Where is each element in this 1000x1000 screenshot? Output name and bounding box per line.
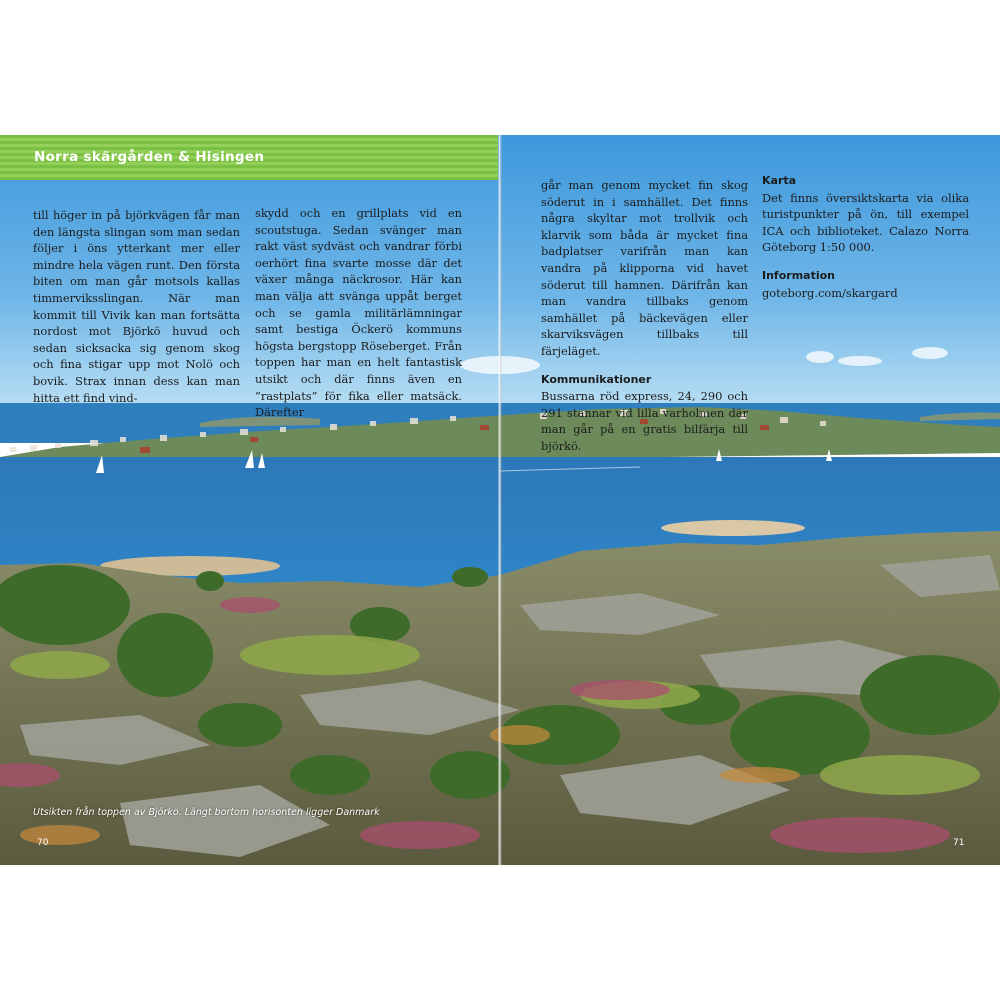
paragraph: går man genom mycket fin skog söderut in i samhället. Det finns några skyltar mot trollvik och klarvik som båda är mycket fina badplatser varifrån man kan vandra på klipporna vid havet söderut till hamnen. Därifrån kan man vandra tillbaks genom samhället på bäckevägen eller skarviksvägen tillbaks till färjeläget. <box>541 178 748 358</box>
section-header-band <box>0 135 498 180</box>
karta-text: Det finns översiktskarta via olika turistpunkter på ön, till exempel ICA och biblioteket. Calazo Norra Göteborg 1:50 000. <box>762 190 969 255</box>
text-column-3 <box>541 177 748 455</box>
information-link: goteborg.com/skargard <box>762 285 898 300</box>
paragraph: skydd och en grillplats vid en scoutstuga. Sedan svänger man rakt väst sydväst och vandrar förbi oerhört fina svarte mosse där det växer många näckrosor. Här kan man välja att svänga uppåt berget och se gamla militärlämningar samt bestiga Öckerö kommuns högsta bergstopp Röseberget. Från toppen har man en helt fantastisk utsikt och där finns även en ”rastplats” för fika eller matsäck. Därefter <box>255 206 462 420</box>
text-column-2 <box>255 205 462 421</box>
paragraph: till höger in på björkvägen får man den längsta slingan som man sedan följer i öns ytterkant mer eller mindre hela vägen runt. Den första biten om man går motsols kallas timmerviksslingan. När man kommit till Vivik kan man fortsätta nordost mot Björkö huvud och sedan sicksacka sig genom skog och fina stigar upp mot Nolö och bovik. Strax innan dess kan man hitta ett find vind- <box>33 208 240 405</box>
text-column-4 <box>762 173 969 301</box>
text-column-1 <box>33 207 240 406</box>
page-number-right: 71 <box>953 838 965 848</box>
section-title: Norra skärgården & Hisingen <box>34 149 265 165</box>
photo-caption: Utsikten från toppen av Björkö. Längt bortom horisonten ligger Danmark <box>33 807 380 818</box>
karta-heading: Karta <box>762 174 797 187</box>
kommunikationer-text: Bussarna röd express, 24, 290 och 291 stannar vid lilla varholmen där man går på en gratis bilfärja till björkö. <box>541 389 748 453</box>
information-heading: Information <box>762 268 835 282</box>
book-spread <box>0 135 1000 865</box>
kommunikationer-heading: Kommunikationer <box>541 372 652 386</box>
page-number-left: 70 <box>37 838 49 848</box>
book-gutter <box>498 135 502 865</box>
